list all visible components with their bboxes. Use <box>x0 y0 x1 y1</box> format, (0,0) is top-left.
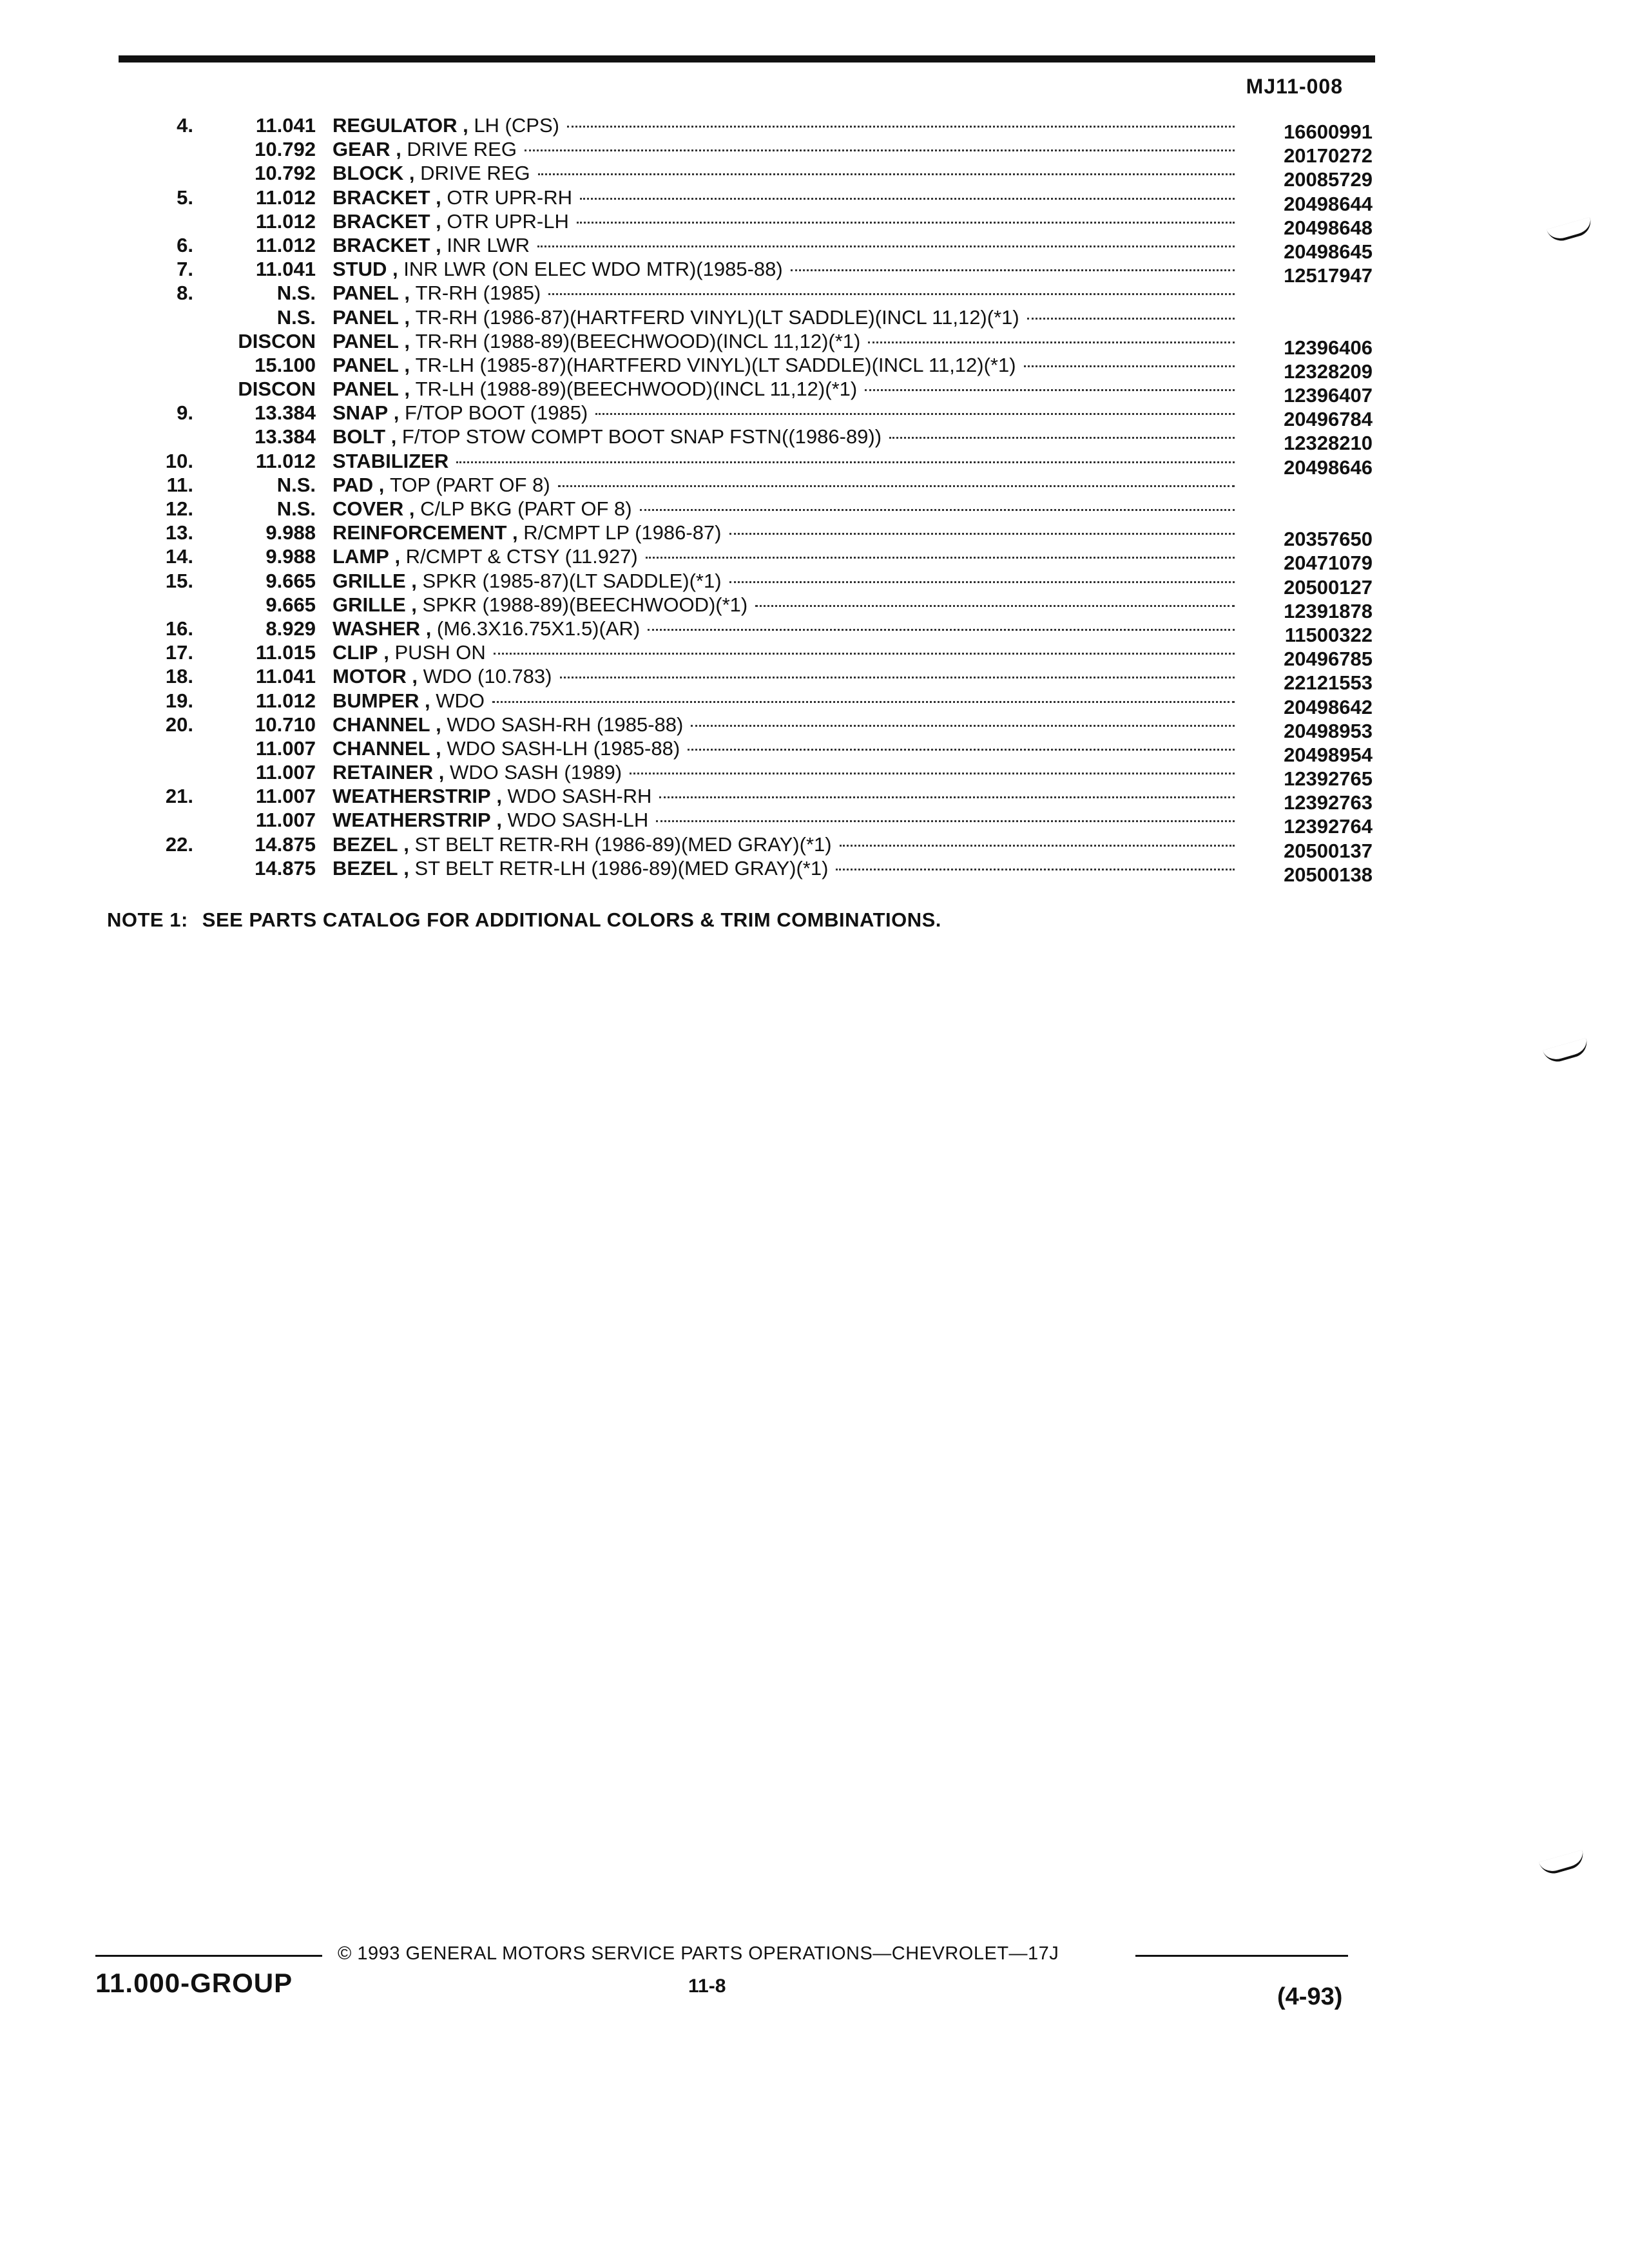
part-description: PANEL , TR-RH (1985) <box>333 281 1235 305</box>
part-description: GRILLE , SPKR (1985-87)(LT SADDLE)(*1) <box>333 569 1235 593</box>
dot-leader <box>868 341 1235 343</box>
group-number: 9.665 <box>265 569 316 592</box>
part-number: 20498645 <box>1284 240 1373 263</box>
part-number: 12392764 <box>1284 815 1373 838</box>
dot-leader <box>791 269 1235 271</box>
part-number: 11500322 <box>1284 623 1373 646</box>
part-row <box>0 808 1629 838</box>
dot-leader <box>656 820 1235 822</box>
part-name: PANEL <box>333 305 399 329</box>
part-name: COVER <box>333 497 404 520</box>
group-number: N.S. <box>276 473 316 496</box>
part-number: 20500137 <box>1284 839 1373 862</box>
part-description: CLIP , PUSH ON <box>333 640 1235 664</box>
part-description <box>333 449 1235 473</box>
group-number: DISCON <box>238 329 316 352</box>
part-name: BRACKET <box>333 186 430 209</box>
dot-leader <box>1024 365 1235 367</box>
part-row <box>0 257 1629 287</box>
dot-leader <box>646 557 1235 559</box>
group-number: 10.792 <box>255 162 316 185</box>
footer-group: 11.000-GROUP <box>95 1968 293 1998</box>
part-description: RETAINER , WDO SASH (1989) <box>333 760 1235 784</box>
part-description: REGULATOR , LH (CPS) <box>333 113 1235 137</box>
dot-leader <box>525 149 1235 151</box>
dot-leader <box>560 677 1235 678</box>
group-number: 14.875 <box>255 856 316 879</box>
group-number: N.S. <box>276 497 316 520</box>
note-label: NOTE 1: <box>107 908 188 931</box>
part-description: BLOCK , DRIVE REG <box>333 161 1235 185</box>
part-detail: WDO SASH-LH (1985-88) <box>447 736 680 760</box>
part-number: 20498954 <box>1284 743 1373 766</box>
item-number: 19. <box>165 689 193 712</box>
part-description: STUD , INR LWR (ON ELEC WDO MTR)(1985-88) <box>333 257 1235 281</box>
dot-leader <box>538 173 1235 175</box>
part-name: BUMPER <box>333 689 419 712</box>
group-number: 13.384 <box>255 401 316 425</box>
part-name: LAMP <box>333 545 389 568</box>
part-number: 20498953 <box>1284 719 1373 742</box>
dot-leader <box>580 198 1235 200</box>
dot-leader <box>494 653 1235 655</box>
item-number: 18. <box>165 665 193 688</box>
item-number: 11. <box>166 473 193 496</box>
footer-date: (4-93) <box>1277 1983 1343 2010</box>
part-detail: WDO SASH (1989) <box>450 761 622 784</box>
part-description: WEATHERSTRIP , WDO SASH-LH <box>333 808 1235 832</box>
item-number: 5. <box>177 186 193 209</box>
part-number: 12396407 <box>1284 384 1373 407</box>
footer-page-number: 11-8 <box>688 1975 726 1997</box>
dot-leader <box>1027 318 1235 320</box>
part-row <box>0 664 1629 695</box>
part-description: BRACKET , OTR UPR-LH <box>333 209 1235 233</box>
part-row <box>0 760 1629 791</box>
part-detail: TR-RH (1986-87)(HARTFERD VINYL)(LT SADDLE)(INCL 11,12)(*1) <box>415 305 1019 329</box>
part-row <box>0 233 1629 263</box>
part-description: SNAP , F/TOP BOOT (1985) <box>333 401 1235 425</box>
item-number: 6. <box>177 233 193 256</box>
item-number: 7. <box>177 258 193 281</box>
part-description: PANEL , TR-RH (1986-87)(HARTFERD VINYL)(LT SADDLE)(INCL 11,12)(*1) <box>333 305 1235 329</box>
part-description: MOTOR , WDO (10.783) <box>333 664 1235 688</box>
part-description: WASHER , (M6.3X16.75X1.5)(AR) <box>333 617 1235 640</box>
part-row <box>0 736 1629 766</box>
dot-leader <box>659 796 1235 798</box>
part-name: STABILIZER <box>333 449 449 472</box>
part-number: 20085729 <box>1284 168 1373 191</box>
part-detail: F/TOP BOOT (1985) <box>404 401 588 425</box>
group-number: 15.100 <box>255 353 316 376</box>
doc-code: MJ11-008 <box>1246 75 1343 98</box>
dot-leader <box>567 126 1235 128</box>
group-number: 13.384 <box>255 425 316 448</box>
part-name: WEATHERSTRIP <box>333 785 491 808</box>
part-name: GRILLE <box>333 569 406 592</box>
part-detail: WDO SASH-RH (1985-88) <box>447 713 684 736</box>
dot-leader <box>889 437 1235 439</box>
part-row <box>0 832 1629 862</box>
part-description: GRILLE , SPKR (1988-89)(BEECHWOOD)(*1) <box>333 593 1235 617</box>
group-number: 11.041 <box>255 258 316 281</box>
dot-leader <box>840 845 1235 847</box>
part-number: 12517947 <box>1284 264 1373 287</box>
dot-leader <box>548 293 1235 295</box>
group-number: 11.041 <box>255 665 316 688</box>
dot-leader <box>729 533 1235 535</box>
part-number: 12392765 <box>1284 767 1373 791</box>
dot-leader <box>537 245 1235 247</box>
group-number: 11.012 <box>255 689 316 712</box>
part-name: MOTOR <box>333 665 407 688</box>
group-number: 8.929 <box>265 617 316 640</box>
part-number: 20500127 <box>1284 575 1373 599</box>
part-description: PANEL , TR-LH (1985-87)(HARTFERD VINYL)(LT SADDLE)(INCL 11,12)(*1) <box>333 353 1235 377</box>
dot-leader <box>691 725 1235 727</box>
part-description: BEZEL , ST BELT RETR-RH (1986-89)(MED GRAY)(*1) <box>333 832 1235 856</box>
part-detail: TR-LH (1985-87)(HARTFERD VINYL)(LT SADDLE)(INCL 11,12)(*1) <box>415 353 1016 376</box>
part-number: 12396406 <box>1284 336 1373 359</box>
part-description: CHANNEL , WDO SASH-LH (1985-88) <box>333 736 1235 760</box>
part-number: 20498644 <box>1284 192 1373 215</box>
part-name: CHANNEL <box>333 713 430 736</box>
item-number: 4. <box>177 114 193 137</box>
part-row <box>0 856 1629 886</box>
footer-rule-left <box>95 1955 322 1957</box>
dot-leader <box>492 701 1235 703</box>
dot-leader <box>836 869 1235 870</box>
part-number: 22121553 <box>1284 671 1373 695</box>
margin-mark <box>1539 1850 1586 1877</box>
part-number: 20170272 <box>1284 144 1373 168</box>
part-detail: TR-LH (1988-89)(BEECHWOOD)(INCL 11,12)(*1) <box>415 378 858 401</box>
part-detail: R/CMPT & CTSY (11.927) <box>405 545 638 568</box>
item-number: 10. <box>165 449 193 472</box>
part-name: SNAP <box>333 401 389 425</box>
part-row <box>0 161 1629 191</box>
item-number: 12. <box>165 497 193 520</box>
part-detail: WDO SASH-RH <box>507 785 652 808</box>
footer-rule-right <box>1135 1955 1348 1957</box>
part-name: GEAR <box>333 138 390 161</box>
part-name: REGULATOR <box>333 114 458 137</box>
part-row <box>0 449 1629 479</box>
item-number: 13. <box>165 521 193 544</box>
part-description: REINFORCEMENT , R/CMPT LP (1986-87) <box>333 521 1235 544</box>
part-name: PANEL <box>333 353 399 376</box>
part-row <box>0 497 1629 521</box>
group-number: 10.792 <box>255 138 316 161</box>
part-row <box>0 425 1629 455</box>
group-number: 11.012 <box>255 186 316 209</box>
part-description: PANEL , TR-RH (1988-89)(BEECHWOOD)(INCL 11,12)(*1) <box>333 329 1235 353</box>
part-row <box>0 473 1629 497</box>
part-detail: C/LP BKG (PART OF 8) <box>420 497 632 520</box>
dot-leader <box>595 413 1235 415</box>
part-number: 20498648 <box>1284 216 1373 239</box>
group-number: 9.665 <box>265 593 316 616</box>
part-name: PANEL <box>333 282 399 305</box>
dot-leader <box>648 629 1235 631</box>
part-row <box>0 353 1629 383</box>
part-detail: LH (CPS) <box>474 114 559 137</box>
part-detail: WDO SASH-LH <box>507 809 649 832</box>
part-description: PAD , TOP (PART OF 8) <box>333 473 1235 497</box>
part-detail: SPKR (1985-87)(LT SADDLE)(*1) <box>422 569 722 592</box>
note <box>107 908 941 932</box>
part-name: WASHER <box>333 617 421 640</box>
group-number: DISCON <box>238 378 316 401</box>
part-name: CHANNEL <box>333 736 430 760</box>
part-row <box>0 544 1629 575</box>
note-text: SEE PARTS CATALOG FOR ADDITIONAL COLORS & TRIM COMBINATIONS. <box>202 908 941 931</box>
dot-leader <box>558 485 1235 487</box>
part-detail: OTR UPR-LH <box>447 209 569 233</box>
item-number: 8. <box>177 282 193 305</box>
item-number: 15. <box>165 569 193 592</box>
dot-leader <box>640 509 1235 511</box>
part-detail: TOP (PART OF 8) <box>390 473 550 496</box>
part-name: PAD <box>333 473 374 496</box>
item-number: 20. <box>165 713 193 736</box>
group-number: 11.012 <box>255 449 316 472</box>
part-row <box>0 640 1629 671</box>
part-name: BEZEL <box>333 832 398 856</box>
part-number: 20496784 <box>1284 408 1373 431</box>
part-row <box>0 784 1629 814</box>
part-detail: DRIVE REG <box>407 138 517 161</box>
part-name: CLIP <box>333 641 378 664</box>
part-detail: (M6.3X16.75X1.5)(AR) <box>436 617 641 640</box>
part-row <box>0 137 1629 168</box>
item-number: 16. <box>165 617 193 640</box>
part-detail: OTR UPR-RH <box>447 186 573 209</box>
group-number: 11.007 <box>255 785 316 808</box>
part-number: 20357650 <box>1284 528 1373 551</box>
part-row <box>0 689 1629 718</box>
part-row <box>0 617 1629 646</box>
part-detail: WDO (10.783) <box>423 665 552 688</box>
part-name: BRACKET <box>333 233 430 256</box>
part-detail: ST BELT RETR-RH (1986-89)(MED GRAY)(*1) <box>414 832 832 856</box>
part-detail: R/CMPT LP (1986-87) <box>523 521 722 544</box>
item-number: 22. <box>165 832 193 856</box>
part-name: WEATHERSTRIP <box>333 809 491 832</box>
part-number: 20498642 <box>1284 695 1373 718</box>
part-detail: ST BELT RETR-LH (1986-89)(MED GRAY)(*1) <box>414 856 829 879</box>
part-row <box>0 329 1629 359</box>
part-detail: DRIVE REG <box>420 162 530 185</box>
part-description: WEATHERSTRIP , WDO SASH-RH <box>333 784 1235 808</box>
part-name: BLOCK <box>333 162 404 185</box>
part-row <box>0 401 1629 431</box>
part-row <box>0 186 1629 215</box>
part-description: BRACKET , OTR UPR-RH <box>333 186 1235 209</box>
part-number: 12391878 <box>1284 599 1373 622</box>
footer-copyright: © 1993 GENERAL MOTORS SERVICE PARTS OPERATIONS—CHEVROLET—17J <box>338 1943 1059 1964</box>
part-name: PANEL <box>333 329 399 352</box>
dot-leader <box>729 581 1235 583</box>
part-description: BRACKET , INR LWR <box>333 233 1235 257</box>
part-row <box>0 713 1629 742</box>
part-number: 16600991 <box>1284 120 1373 143</box>
part-number: 12392763 <box>1284 791 1373 814</box>
group-number: 11.007 <box>255 809 316 832</box>
part-name: STUD <box>333 258 387 281</box>
part-row <box>0 305 1629 329</box>
part-description: GEAR , DRIVE REG <box>333 137 1235 161</box>
dot-leader <box>577 222 1235 224</box>
part-name: REINFORCEMENT <box>333 521 507 544</box>
part-name: BOLT <box>333 425 386 448</box>
part-detail: INR LWR (ON ELEC WDO MTR)(1985-88) <box>403 258 783 281</box>
dot-leader <box>630 773 1235 774</box>
parts-list <box>0 113 1629 886</box>
group-number: 11.041 <box>255 114 316 137</box>
top-rule <box>119 55 1375 62</box>
part-detail: SPKR (1988-89)(BEECHWOOD)(*1) <box>422 593 748 616</box>
part-row <box>0 113 1629 143</box>
part-description: LAMP , R/CMPT & CTSY (11.927) <box>333 544 1235 568</box>
part-name: BRACKET <box>333 209 430 233</box>
part-detail: TR-RH (1985) <box>415 282 541 305</box>
group-number: 11.012 <box>255 209 316 233</box>
part-number: 12328209 <box>1284 360 1373 383</box>
part-row <box>0 377 1629 407</box>
group-number: 14.875 <box>255 832 316 856</box>
part-description: BOLT , F/TOP STOW COMPT BOOT SNAP FSTN((1986-89)) <box>333 425 1235 448</box>
group-number: N.S. <box>276 305 316 329</box>
item-number: 21. <box>165 785 193 808</box>
part-row <box>0 281 1629 305</box>
part-detail: F/TOP STOW COMPT BOOT SNAP FSTN((1986-89)) <box>401 425 882 448</box>
dot-leader <box>688 749 1235 751</box>
group-number: 11.007 <box>255 736 316 760</box>
part-row <box>0 209 1629 239</box>
item-number: 9. <box>177 401 193 425</box>
part-number: 20471079 <box>1284 552 1373 575</box>
part-number: 20496785 <box>1284 648 1373 671</box>
part-name: RETAINER <box>333 761 434 784</box>
part-detail: TR-RH (1988-89)(BEECHWOOD)(INCL 11,12)(*1) <box>415 329 861 352</box>
dot-leader <box>456 461 1235 463</box>
group-number: 11.012 <box>255 233 316 256</box>
part-description: COVER , C/LP BKG (PART OF 8) <box>333 497 1235 521</box>
group-number: 11.007 <box>255 761 316 784</box>
group-number: 11.015 <box>255 641 316 664</box>
item-number: 17. <box>165 641 193 664</box>
part-detail: PUSH ON <box>394 641 486 664</box>
part-name: BEZEL <box>333 856 398 879</box>
margin-mark <box>1543 1038 1590 1065</box>
part-name: PANEL <box>333 378 399 401</box>
part-name: GRILLE <box>333 593 406 616</box>
part-detail: WDO <box>436 689 485 712</box>
dot-leader <box>755 605 1235 607</box>
part-detail: INR LWR <box>447 233 530 256</box>
item-number: 14. <box>165 545 193 568</box>
group-number: N.S. <box>276 282 316 305</box>
group-number: 9.988 <box>265 545 316 568</box>
part-description: BEZEL , ST BELT RETR-LH (1986-89)(MED GRAY)(*1) <box>333 856 1235 880</box>
group-number: 10.710 <box>255 713 316 736</box>
part-description: BUMPER , WDO <box>333 689 1235 713</box>
part-number: 12328210 <box>1284 432 1373 455</box>
part-row <box>0 593 1629 622</box>
part-description: PANEL , TR-LH (1988-89)(BEECHWOOD)(INCL 11,12)(*1) <box>333 377 1235 401</box>
part-number: 20500138 <box>1284 863 1373 886</box>
group-number: 9.988 <box>265 521 316 544</box>
dot-leader <box>865 389 1235 391</box>
part-description: CHANNEL , WDO SASH-RH (1985-88) <box>333 713 1235 736</box>
part-row <box>0 569 1629 599</box>
part-number: 20498646 <box>1284 456 1373 479</box>
part-row <box>0 521 1629 551</box>
